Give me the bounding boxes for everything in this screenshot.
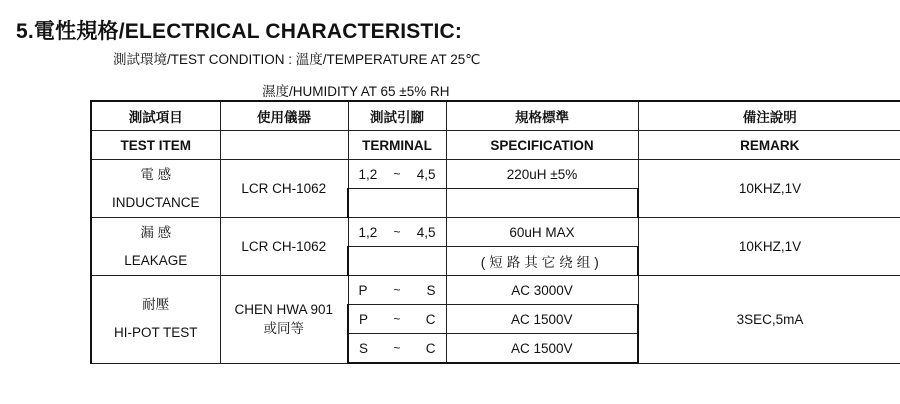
header-instrument-zh: 使用儀器	[220, 101, 348, 131]
inductance-item	[91, 160, 220, 218]
leakage-item-en: LEAKAGE	[124, 252, 188, 268]
inductance-terminal-to: 4,5	[416, 166, 436, 182]
hipot-terminal-3-from: S	[359, 340, 369, 356]
leakage-row	[91, 218, 900, 247]
hipot-item-en: HI-POT TEST	[113, 325, 198, 341]
hipot-remark: 3SEC,5mA	[638, 276, 900, 364]
inductance-instrument: LCR CH-1062	[220, 160, 348, 218]
inductance-spec: 220uH ±5%	[446, 160, 638, 189]
inductance-terminal-sep: ~	[393, 167, 401, 181]
hipot-terminal-1-from: P	[358, 282, 368, 298]
hipot-item-zh: 耐壓	[142, 297, 170, 313]
leakage-terminal-to: 4,5	[416, 224, 436, 240]
hipot-item	[91, 276, 220, 364]
header-terminal-zh: 測試引腳	[348, 101, 446, 131]
hipot-terminal-2-to: C	[425, 311, 436, 327]
leakage-item-zh: 漏 感	[140, 224, 172, 240]
hipot-terminal-1	[348, 276, 446, 305]
header-test-item-en: TEST ITEM	[91, 131, 220, 160]
inductance-item-en: INDUCTANCE	[112, 194, 200, 210]
leakage-instrument: LCR CH-1062	[220, 218, 348, 276]
hipot-terminal-2-from: P	[359, 311, 369, 327]
header-row-en	[91, 131, 900, 160]
leakage-remark: 10KHZ,1V	[638, 218, 900, 276]
hipot-instrument	[220, 276, 348, 364]
section-heading: 5.電性規格/ELECTRICAL CHARACTERISTIC:	[16, 20, 463, 43]
leakage-terminal-blank	[348, 247, 446, 276]
inductance-row	[91, 160, 900, 189]
hipot-terminal-2-sep: ~	[393, 312, 401, 326]
inductance-terminal	[348, 160, 446, 189]
hipot-spec-1: AC 3000V	[446, 276, 638, 305]
header-remark-zh: 備注說明	[638, 101, 900, 131]
header-test-item-zh: 測試項目	[91, 101, 220, 131]
hipot-terminal-3-sep: ~	[393, 341, 401, 355]
header-spec-zh: 規格標準	[446, 101, 638, 131]
leakage-spec: 60uH MAX	[446, 218, 638, 247]
header-remark-en: REMARK	[638, 131, 900, 160]
hipot-terminal-3-to: C	[425, 340, 436, 356]
inductance-item-zh: 電 感	[140, 166, 172, 182]
leakage-terminal-sep: ~	[393, 225, 401, 239]
inductance-terminal-blank	[348, 189, 446, 218]
leakage-terminal-from: 1,2	[358, 224, 378, 240]
hipot-instrument-line1: CHEN HWA 901	[234, 301, 334, 317]
electrical-characteristics-table	[90, 100, 900, 364]
humidity-condition: 濕度/HUMIDITY AT 65 ±5% RH	[262, 84, 450, 99]
inductance-spec-2	[446, 189, 638, 218]
leakage-terminal	[348, 218, 446, 247]
leakage-item	[91, 218, 220, 276]
leakage-spec-note: (短路其它绕组)	[446, 247, 638, 276]
header-spec-en: SPECIFICATION	[446, 131, 638, 160]
header-terminal-en: TERMINAL	[348, 131, 446, 160]
hipot-terminal-1-to: S	[426, 282, 436, 298]
hipot-row-1	[91, 276, 900, 305]
header-instrument-en	[220, 131, 348, 160]
hipot-terminal-3	[348, 334, 446, 364]
header-row-zh	[91, 101, 900, 131]
inductance-terminal-from: 1,2	[358, 166, 378, 182]
hipot-spec-3: AC 1500V	[446, 334, 638, 364]
test-condition: 測試環境/TEST CONDITION : 溫度/TEMPERATURE AT 25℃	[113, 52, 481, 67]
hipot-instrument-line2: 或同等	[263, 320, 304, 336]
inductance-remark: 10KHZ,1V	[638, 160, 900, 218]
hipot-terminal-2	[348, 305, 446, 334]
hipot-terminal-1-sep: ~	[393, 283, 401, 297]
hipot-spec-2: AC 1500V	[446, 305, 638, 334]
